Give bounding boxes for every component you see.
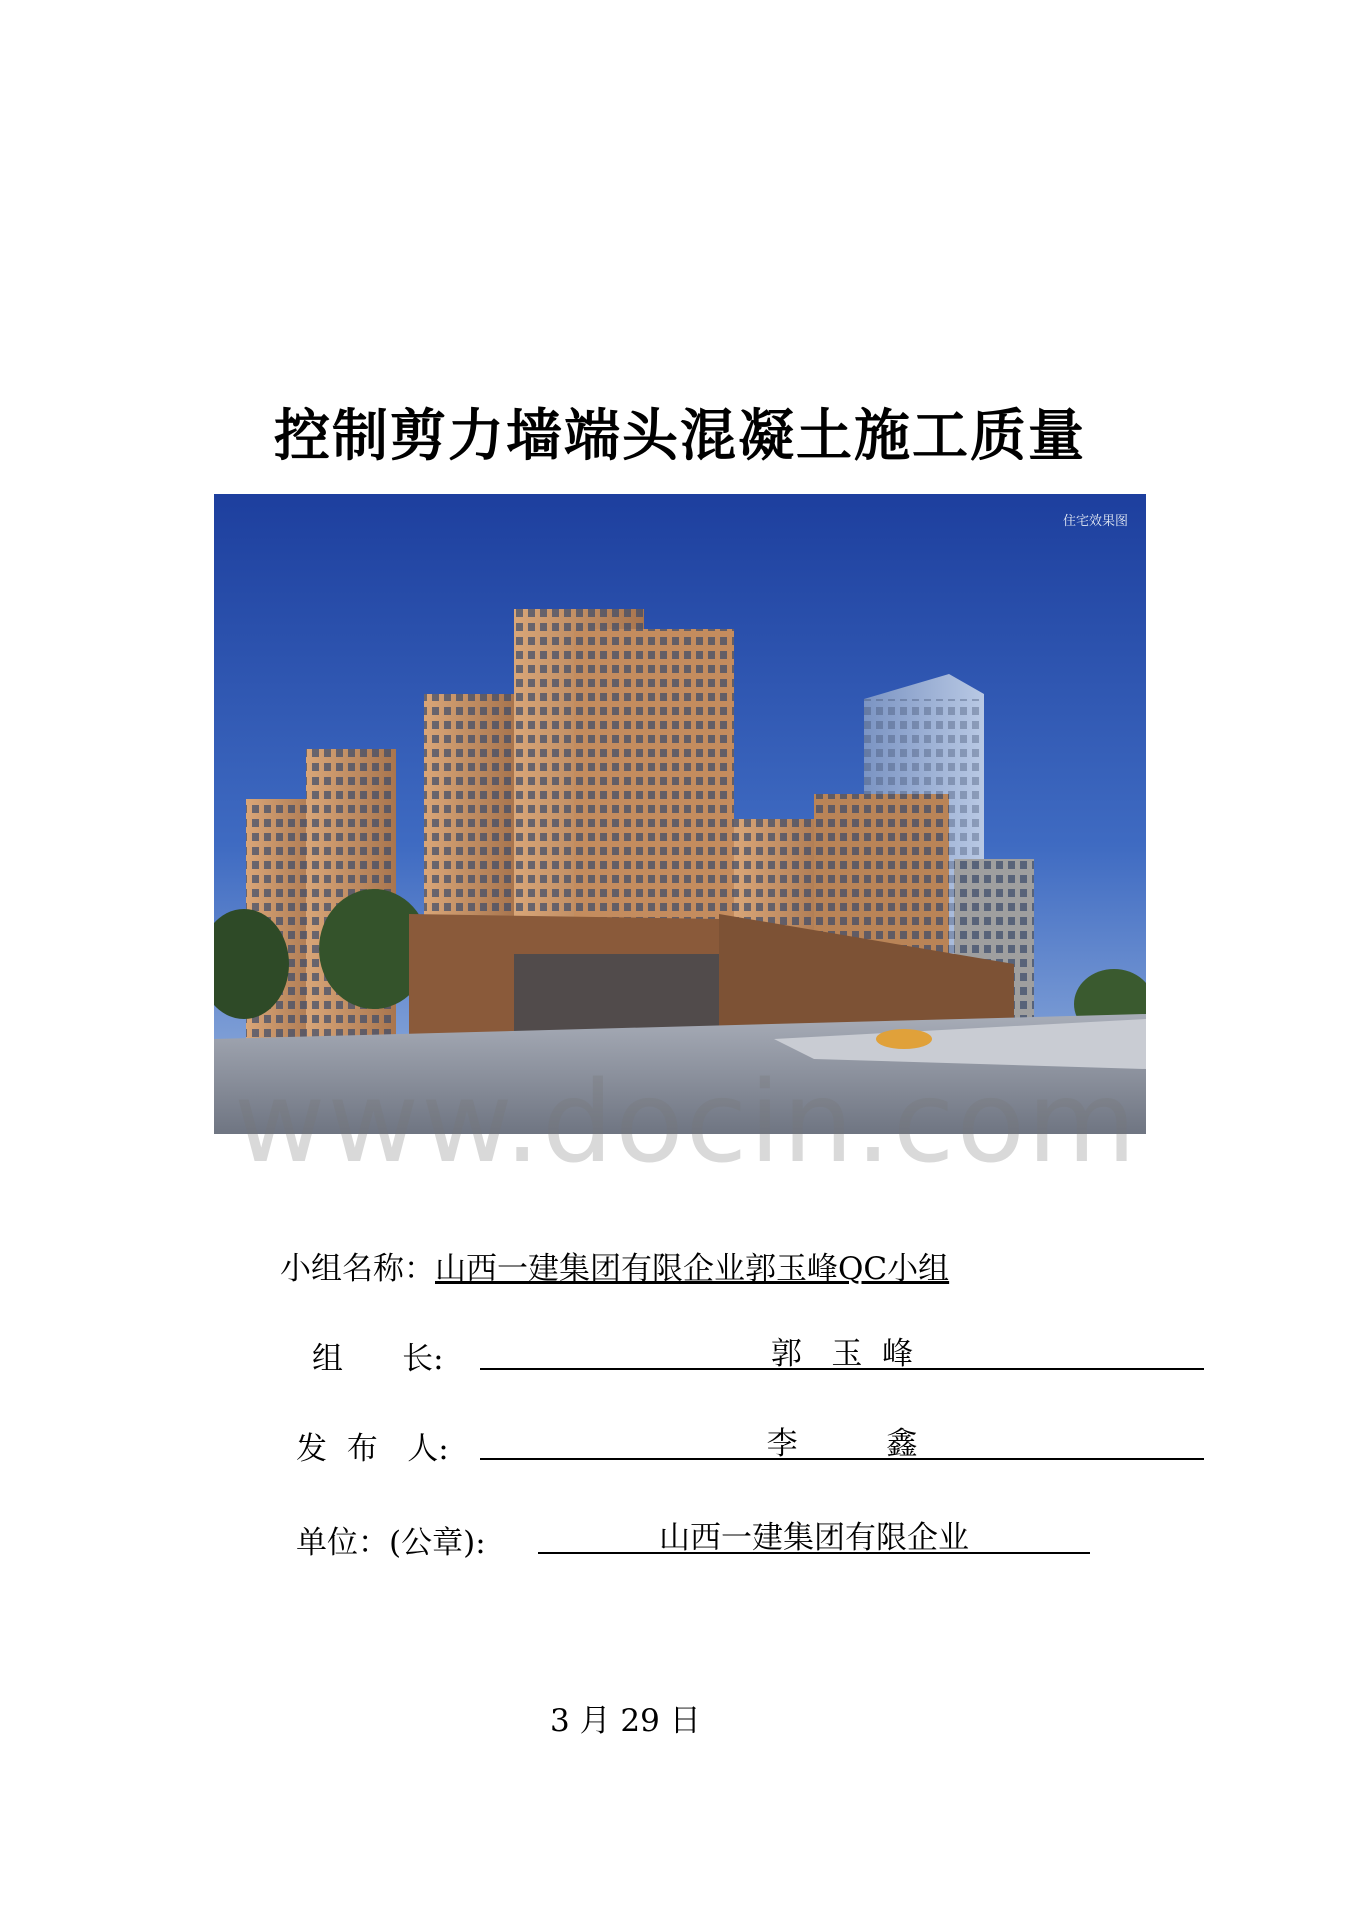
- leader-value: 郭 玉 峰: [480, 1328, 1204, 1370]
- leader-label: 组 长:: [312, 1341, 444, 1377]
- document-date: 3 月 29 日: [550, 1703, 701, 1739]
- document-title: 控制剪力墙端头混凝土施工质量: [274, 404, 1086, 469]
- unit-label: 单位：(公章):: [296, 1525, 486, 1561]
- publisher-label: 发 布 人:: [296, 1431, 449, 1467]
- watermark: www.docin.com: [233, 1058, 1139, 1188]
- building-rendering-image: [214, 494, 1146, 1134]
- unit-value: 山西一建集团有限企业: [538, 1512, 1090, 1554]
- group-name-row: [280, 1243, 949, 1288]
- group-name-value: 山西一建集团有限企业郭玉峰QC小组: [435, 1251, 950, 1287]
- group-name-label: 小组名称：: [280, 1251, 435, 1287]
- publisher-value: 李 鑫: [480, 1418, 1204, 1460]
- photo-caption: 住宅效果图: [1062, 514, 1128, 529]
